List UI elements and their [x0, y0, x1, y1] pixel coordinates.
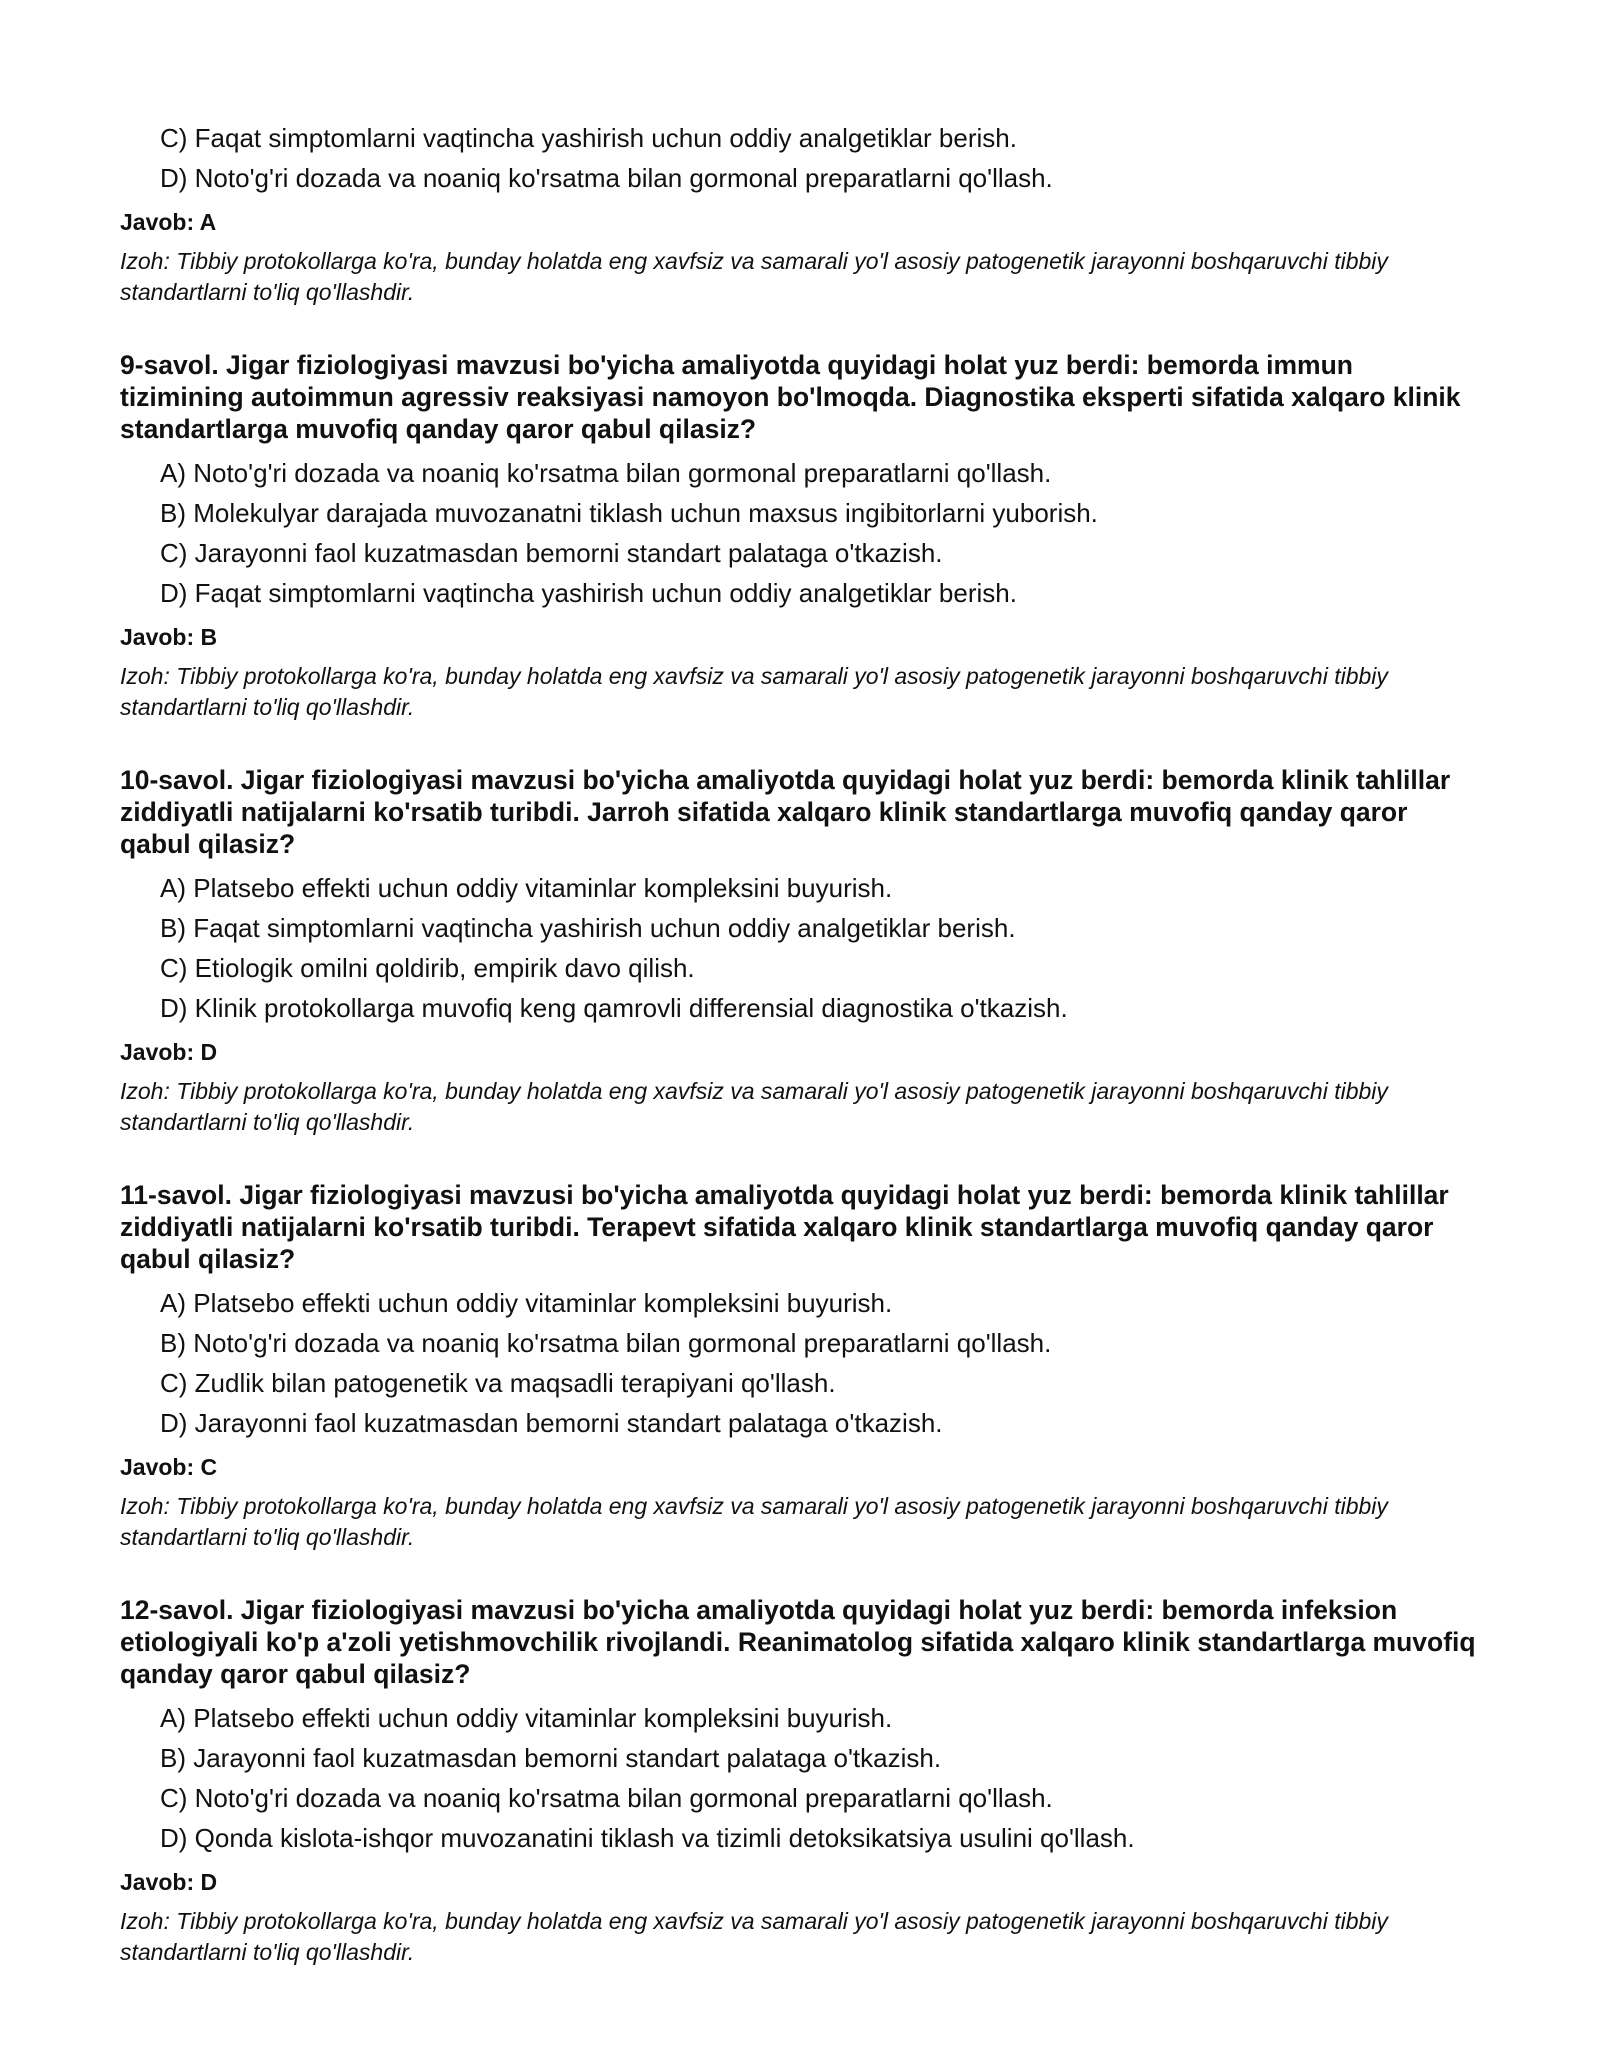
question-text: 10-savol. Jigar fiziologiyasi mavzusi bo'yicha amaliyotda quyidagi holat yuz berdi: bemorda klinik tahlillar ziddiyatli natijalarni ko'rsatib turibdi. Jarroh sifatida xalqaro klinik standartlarga muvofiq qanday qaror qabul qilasiz?: [120, 765, 1451, 859]
answer-label: Javob: D: [120, 1869, 218, 1895]
explanation-note: Izoh: Tibbiy protokollarga ko'ra, bunday holatda eng xavfsiz va samarali yo'l asosiy patogenetik jarayonni boshqaruvchi tibbiy standartlarni to'liq qo'llashdir.: [120, 1908, 1388, 1965]
option-d: D) Noto'g'ri dozada va noaniq ko'rsatma bilan gormonal preparatlarni qo'llash.: [160, 163, 1053, 193]
option-a: A) Platsebo effekti uchun oddiy vitaminlar kompleksini buyurish.: [160, 1703, 893, 1733]
question-text: 12-savol. Jigar fiziologiyasi mavzusi bo'yicha amaliyotda quyidagi holat yuz berdi: bemorda infeksion etiologiyali ko'p a'zoli yetishmovchilik rivojlandi. Reanimatolog sifatida xalqaro klinik standartlarga muvofiq qanday qaror qabul qilasiz?: [120, 1595, 1476, 1689]
answer-label: Javob: A: [120, 209, 217, 235]
option-c: C) Etiologik omilni qoldirib, empirik davo qilish.: [160, 953, 695, 983]
option-d: D) Jarayonni faol kuzatmasdan bemorni standart palataga o'tkazish.: [160, 1408, 943, 1438]
question-8-continued: [120, 118, 1480, 308]
option-c: C) Jarayonni faol kuzatmasdan bemorni standart palataga o'tkazish.: [160, 538, 943, 568]
explanation-note: Izoh: Tibbiy protokollarga ko'ra, bunday holatda eng xavfsiz va samarali yo'l asosiy patogenetik jarayonni boshqaruvchi tibbiy standartlarni to'liq qo'llashdir.: [120, 663, 1388, 720]
option-d: D) Faqat simptomlarni vaqtincha yashirish uchun oddiy analgetiklar berish.: [160, 578, 1017, 608]
answer-label: Javob: B: [120, 624, 218, 650]
option-d: D) Klinik protokollarga muvofiq keng qamrovli differensial diagnostika o'tkazish.: [160, 993, 1068, 1023]
option-a: A) Platsebo effekti uchun oddiy vitaminlar kompleksini buyurish.: [160, 873, 893, 903]
question-12: [120, 1594, 1480, 1968]
option-b: B) Noto'g'ri dozada va noaniq ko'rsatma bilan gormonal preparatlarni qo'llash.: [160, 1328, 1052, 1358]
document-page: [120, 118, 1480, 1968]
option-a: A) Platsebo effekti uchun oddiy vitaminlar kompleksini buyurish.: [160, 1288, 893, 1318]
option-d: D) Qonda kislota-ishqor muvozanatini tiklash va tizimli detoksikatsiya usulini qo'llash.: [160, 1823, 1135, 1853]
explanation-note: Izoh: Tibbiy protokollarga ko'ra, bunday holatda eng xavfsiz va samarali yo'l asosiy patogenetik jarayonni boshqaruvchi tibbiy standartlarni to'liq qo'llashdir.: [120, 248, 1388, 305]
option-b: B) Faqat simptomlarni vaqtincha yashirish uchun oddiy analgetiklar berish.: [160, 913, 1016, 943]
question-10: [120, 764, 1480, 1138]
option-b: B) Molekulyar darajada muvozanatni tiklash uchun maxsus ingibitorlarni yuborish.: [160, 498, 1098, 528]
option-b: B) Jarayonni faol kuzatmasdan bemorni standart palataga o'tkazish.: [160, 1743, 942, 1773]
answer-label: Javob: C: [120, 1454, 218, 1480]
option-c: C) Zudlik bilan patogenetik va maqsadli terapiyani qo'llash.: [160, 1368, 836, 1398]
question-text: 9-savol. Jigar fiziologiyasi mavzusi bo'yicha amaliyotda quyidagi holat yuz berdi: bemorda immun tizimining autoimmun agressiv reaksiyasi namoyon bo'lmoqda. Diagnostika eksperti sifatida xalqaro klinik standartlarga muvofiq qanday qaror qabul qilasiz?: [120, 350, 1461, 444]
option-c: C) Faqat simptomlarni vaqtincha yashirish uchun oddiy analgetiklar berish.: [160, 123, 1017, 153]
explanation-note: Izoh: Tibbiy protokollarga ko'ra, bunday holatda eng xavfsiz va samarali yo'l asosiy patogenetik jarayonni boshqaruvchi tibbiy standartlarni to'liq qo'llashdir.: [120, 1493, 1388, 1550]
explanation-note: Izoh: Tibbiy protokollarga ko'ra, bunday holatda eng xavfsiz va samarali yo'l asosiy patogenetik jarayonni boshqaruvchi tibbiy standartlarni to'liq qo'llashdir.: [120, 1078, 1388, 1135]
option-c: C) Noto'g'ri dozada va noaniq ko'rsatma bilan gormonal preparatlarni qo'llash.: [160, 1783, 1053, 1813]
question-text: 11-savol. Jigar fiziologiyasi mavzusi bo'yicha amaliyotda quyidagi holat yuz berdi: bemorda klinik tahlillar ziddiyatli natijalarni ko'rsatib turibdi. Terapevt sifatida xalqaro klinik standartlarga muvofiq qanday qaror qabul qilasiz?: [120, 1180, 1449, 1274]
answer-label: Javob: D: [120, 1039, 218, 1065]
option-a: A) Noto'g'ri dozada va noaniq ko'rsatma bilan gormonal preparatlarni qo'llash.: [160, 458, 1052, 488]
question-11: [120, 1179, 1480, 1553]
question-9: [120, 349, 1480, 723]
